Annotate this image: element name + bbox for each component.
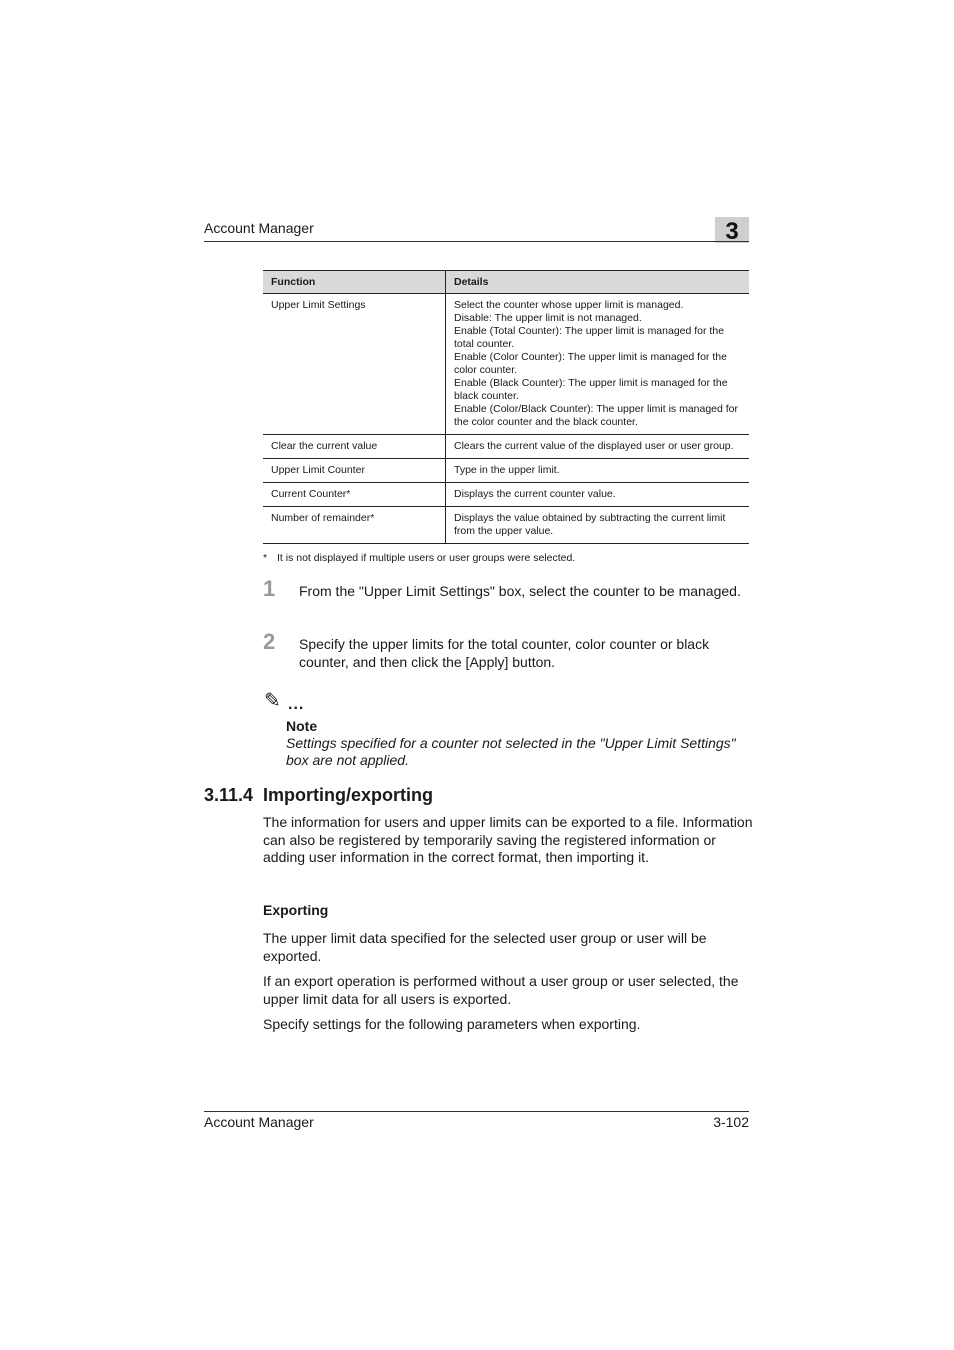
step-number: 1 [263,576,276,601]
pencil-icon: ✎ [264,690,281,712]
details-line: Enable (Color Counter): The upper limit is managed for the color counter. [454,351,727,376]
cell-details [446,294,750,435]
details-line: Select the counter whose upper limit is managed. [454,299,684,311]
page-number: 3-102 [713,1114,749,1130]
cell-function: Upper Limit Settings [263,294,446,435]
note-dots: ... [288,696,305,713]
header-divider [204,241,749,242]
note-text: Settings specified for a counter not selected in the "Upper Limit Settings" box are not applied. [286,735,736,768]
cell-function: Upper Limit Counter [263,459,446,483]
details-line: Enable (Total Counter): The upper limit is managed for the total counter. [454,325,725,350]
section-intro: The information for users and upper limits can be exported to a file. Information can also be registered by temporarily saving the registered information or adding user information in the correct format, then importing it. [263,814,753,865]
section-title: Importing/exporting [263,785,433,805]
table-row [263,507,749,544]
section-number: 3.11.4 [204,785,254,805]
footer-divider [204,1111,749,1112]
cell-function: Current Counter* [263,483,446,507]
table-footnote [263,552,575,564]
function-details-table [263,270,749,544]
section-heading [204,785,433,806]
footnote-text: It is not displayed if multiple users or user groups were selected. [277,552,576,564]
details-line: Enable (Color/Black Counter): The upper limit is managed for the color counter and the black counter. [454,403,739,428]
paragraph: Specify settings for the following parameters when exporting. [263,1016,641,1032]
cell-details: Displays the value obtained by subtracting the current limit from the upper value. [446,507,750,544]
table-header-row [263,271,749,294]
footer-title: Account Manager [204,1114,314,1130]
details-line: Enable (Black Counter): The upper limit is managed for the black counter. [454,377,728,402]
table-row [263,483,749,507]
cell-function: Number of remainder* [263,507,446,544]
paragraph: The upper limit data specified for the selected user group or user will be exported. [263,930,707,964]
step-text: Specify the upper limits for the total counter, color counter or black counter, and then click the [Apply] button. [299,636,710,670]
table-row [263,294,749,435]
column-header-details: Details [446,271,750,294]
table-row [263,459,749,483]
step-number: 2 [263,629,276,654]
details-line: Disable: The upper limit is not managed. [454,312,642,324]
chapter-number-badge: 3 [715,217,749,243]
cell-details: Clears the current value of the displayed user or user group. [446,435,750,459]
step-text: From the "Upper Limit Settings" box, select the counter to be managed. [299,583,741,599]
paragraph: If an export operation is performed without a user group or user selected, the upper limit data for all users is exported. [263,973,739,1007]
cell-details: Type in the upper limit. [446,459,750,483]
cell-function: Clear the current value [263,435,446,459]
subheading-exporting: Exporting [263,902,329,918]
note-label: Note [286,718,318,734]
table-row [263,435,749,459]
cell-details: Displays the current counter value. [446,483,750,507]
footnote-mark: * [263,552,268,564]
column-header-function: Function [263,271,446,294]
header-title: Account Manager [204,220,314,236]
